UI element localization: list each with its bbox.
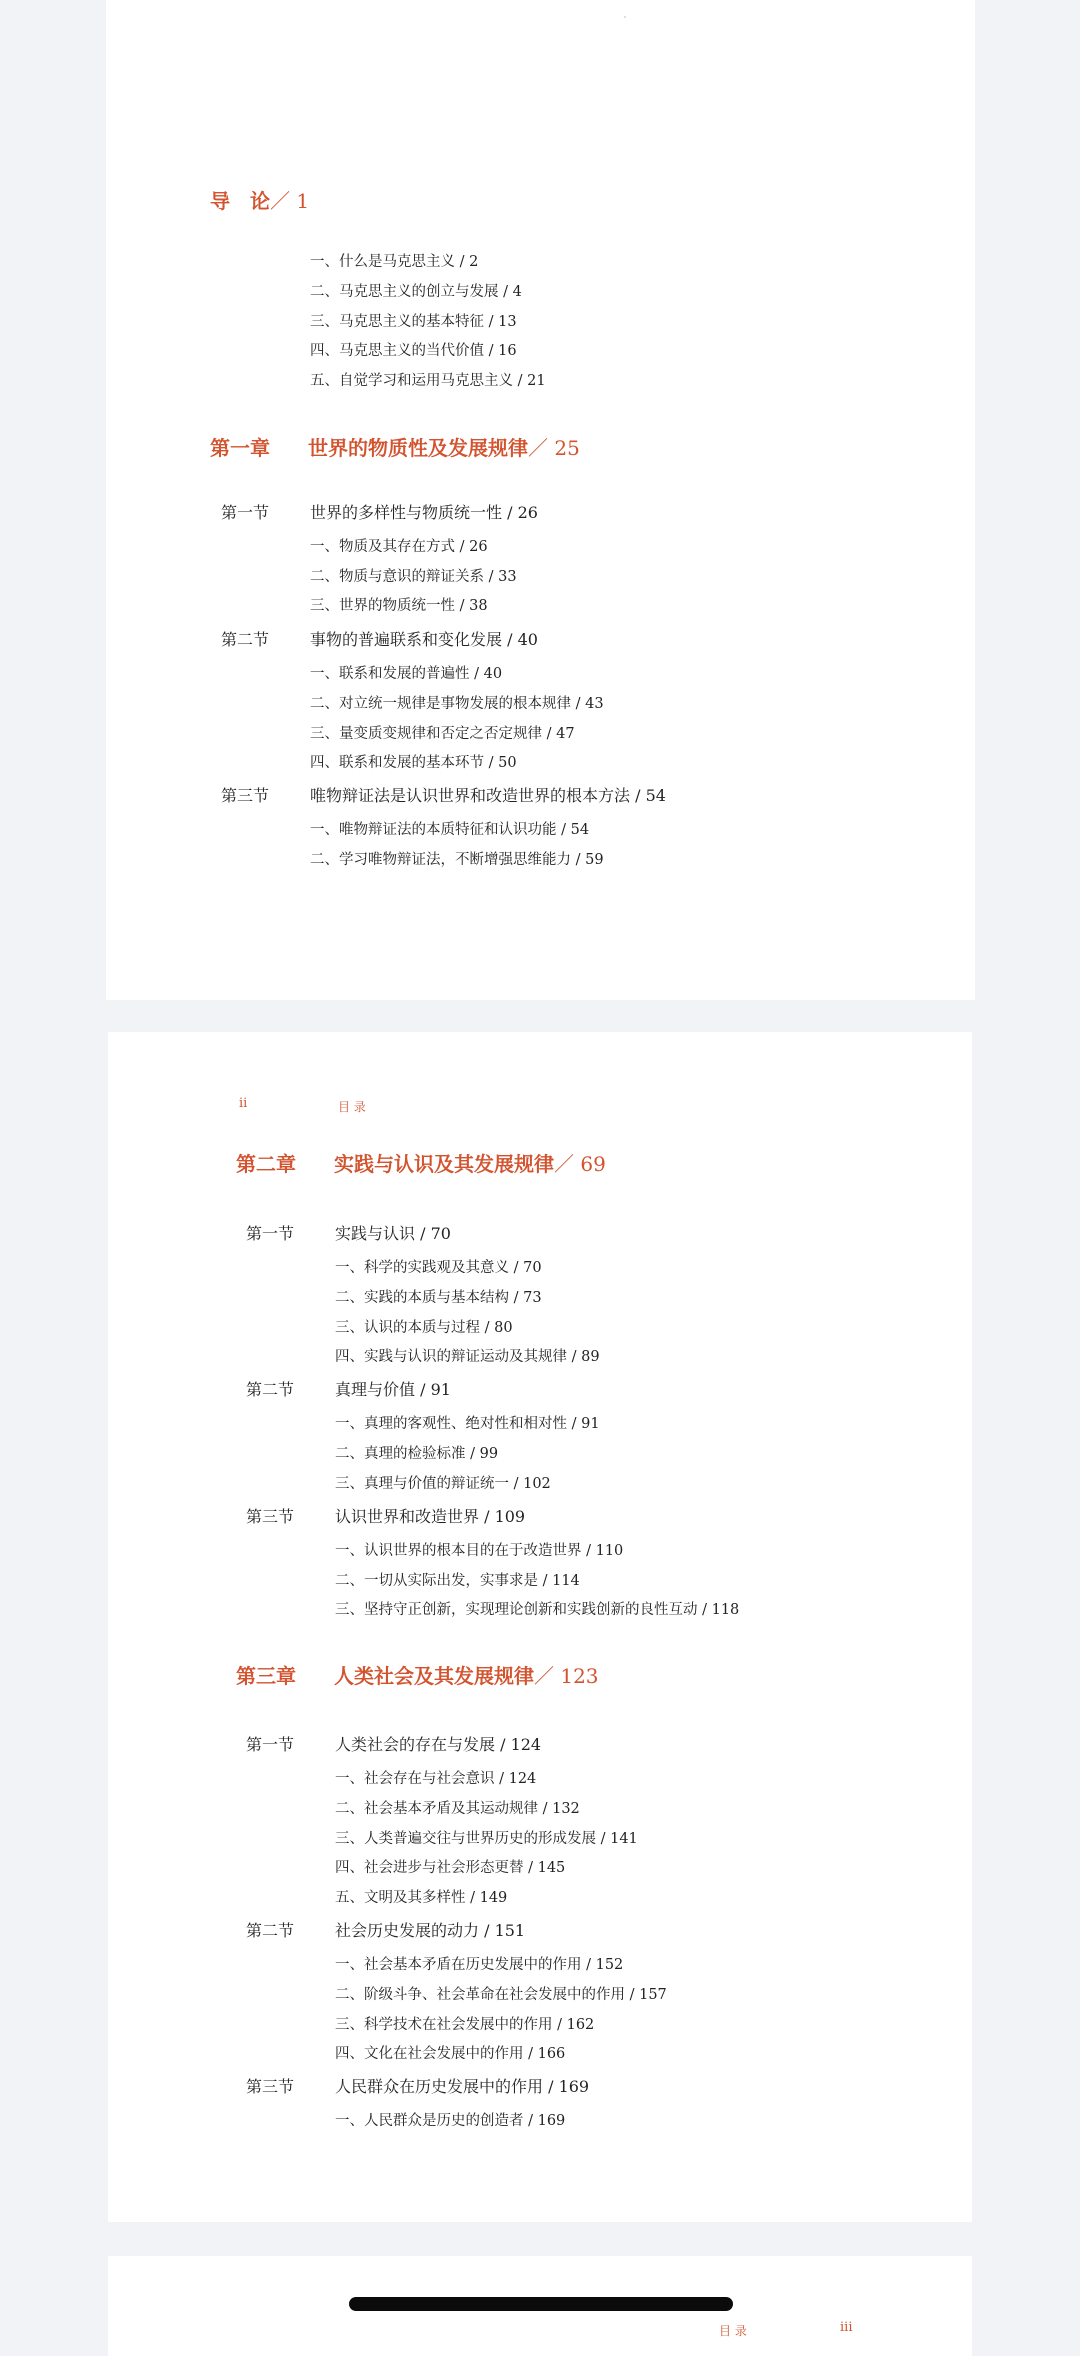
toc-item: 二、社会基本矛盾及其运动规律 / 132	[335, 1801, 580, 1817]
toc-item: 三、科学技术在社会发展中的作用 / 162	[335, 2017, 595, 2033]
toc-item: 二、学习唯物辩证法，不断增强思维能力 / 59	[310, 852, 604, 868]
section-number: 第二节	[221, 630, 270, 649]
section-number: 第二节	[246, 1380, 295, 1399]
toc-item: 三、认识的本质与过程 / 80	[335, 1320, 513, 1336]
section-heading	[221, 500, 538, 523]
toc-item: 一、社会基本矛盾在历史发展中的作用 / 152	[335, 1957, 624, 1973]
running-head-page-number: iii	[840, 2320, 853, 2335]
toc-item: 三、世界的物质统一性 / 38	[310, 598, 488, 614]
chapter-1-heading	[210, 432, 580, 461]
toc-item: 三、量变质变规律和否定之否定规律 / 47	[310, 726, 575, 742]
toc-item: 一、人民群众是历史的创造者 / 169	[335, 2113, 566, 2129]
section-title: 人类社会的存在与发展 / 124	[335, 1735, 542, 1754]
intro-heading	[210, 185, 309, 214]
section-heading	[246, 1377, 451, 1400]
toc-page-2	[108, 1032, 972, 2222]
toc-item: 四、联系和发展的基本环节 / 50	[310, 755, 517, 771]
chapter-number: 第三章	[236, 1664, 296, 1688]
section-heading	[221, 627, 538, 650]
section-title: 社会历史发展的动力 / 151	[335, 1921, 526, 1940]
toc-item: 四、社会进步与社会形态更替 / 145	[335, 1860, 566, 1876]
chapter-page: ／ 123	[534, 1664, 599, 1688]
section-number: 第三节	[246, 1507, 295, 1526]
toc-item: 二、马克思主义的创立与发展 / 4	[310, 284, 522, 300]
section-title: 认识世界和改造世界 / 109	[335, 1507, 526, 1526]
section-title: 唯物辩证法是认识世界和改造世界的根本方法 / 54	[310, 786, 666, 805]
chapter-3-heading	[236, 1660, 599, 1689]
intro-title: 导 论	[210, 189, 270, 213]
toc-item: 二、实践的本质与基本结构 / 73	[335, 1290, 542, 1306]
section-heading	[221, 783, 666, 806]
section-heading	[246, 1732, 541, 1755]
toc-item: 二、真理的检验标准 / 99	[335, 1446, 499, 1462]
chapter-title: 实践与认识及其发展规律	[334, 1152, 554, 1176]
toc-item: 二、对立统一规律是事物发展的根本规律 / 43	[310, 696, 604, 712]
chapter-2-heading	[236, 1148, 606, 1177]
toc-item: 五、文明及其多样性 / 149	[335, 1890, 508, 1906]
toc-item: 二、一切从实际出发，实事求是 / 114	[335, 1573, 580, 1589]
running-head-label: 目 录	[719, 2324, 747, 2338]
toc-item: 四、马克思主义的当代价值 / 16	[310, 343, 517, 359]
chapter-number: 第二章	[236, 1152, 296, 1176]
section-number: 第三节	[246, 2077, 295, 2096]
section-number: 第二节	[246, 1921, 295, 1940]
section-title: 实践与认识 / 70	[335, 1224, 451, 1243]
section-title: 人民群众在历史发展中的作用 / 169	[335, 2077, 590, 2096]
toc-item: 二、阶级斗争、社会革命在社会发展中的作用 / 157	[335, 1987, 667, 2003]
scan-speck	[624, 16, 626, 18]
toc-item: 一、什么是马克思主义 / 2	[310, 254, 479, 270]
section-number: 第一节	[246, 1224, 295, 1243]
toc-item: 一、联系和发展的普遍性 / 40	[310, 666, 503, 682]
section-title: 真理与价值 / 91	[335, 1380, 451, 1399]
toc-item: 三、人类普遍交往与世界历史的形成发展 / 141	[335, 1831, 638, 1847]
toc-item: 五、自觉学习和运用马克思主义 / 21	[310, 373, 546, 389]
toc-page-1	[106, 0, 975, 1000]
section-title: 事物的普遍联系和变化发展 / 40	[310, 630, 538, 649]
toc-item: 二、物质与意识的辩证关系 / 33	[310, 569, 517, 585]
chapter-title: 世界的物质性及发展规律	[308, 436, 528, 460]
toc-item: 一、科学的实践观及其意义 / 70	[335, 1260, 542, 1276]
section-title: 世界的多样性与物质统一性 / 26	[310, 503, 538, 522]
section-heading	[246, 1221, 451, 1244]
toc-item: 一、唯物辩证法的本质特征和认识功能 / 54	[310, 822, 590, 838]
chapter-number: 第一章	[210, 436, 270, 460]
toc-item: 四、文化在社会发展中的作用 / 166	[335, 2046, 566, 2062]
toc-item: 一、物质及其存在方式 / 26	[310, 539, 488, 555]
toc-item: 三、马克思主义的基本特征 / 13	[310, 314, 517, 330]
toc-item: 一、认识世界的根本目的在于改造世界 / 110	[335, 1543, 624, 1559]
section-heading	[246, 1918, 525, 1941]
section-heading	[246, 2074, 589, 2097]
section-number: 第一节	[246, 1735, 295, 1754]
toc-item: 一、真理的客观性、绝对性和相对性 / 91	[335, 1416, 600, 1432]
toc-item: 一、社会存在与社会意识 / 124	[335, 1771, 537, 1787]
section-number: 第三节	[221, 786, 270, 805]
chapter-title: 人类社会及其发展规律	[334, 1664, 534, 1688]
section-number: 第一节	[221, 503, 270, 522]
toc-item: 三、坚持守正创新，实现理论创新和实践创新的良性互动 / 118	[335, 1602, 740, 1618]
toc-item: 三、真理与价值的辩证统一 / 102	[335, 1476, 551, 1492]
home-indicator[interactable]	[349, 2297, 733, 2311]
chapter-page: ／ 69	[554, 1152, 606, 1176]
intro-page: ／ 1	[270, 189, 310, 213]
toc-item: 四、实践与认识的辩证运动及其规律 / 89	[335, 1349, 600, 1365]
running-head-label: 目 录	[338, 1100, 366, 1114]
chapter-page: ／ 25	[528, 436, 580, 460]
running-head-page-number: ii	[239, 1096, 248, 1111]
section-heading	[246, 1504, 525, 1527]
